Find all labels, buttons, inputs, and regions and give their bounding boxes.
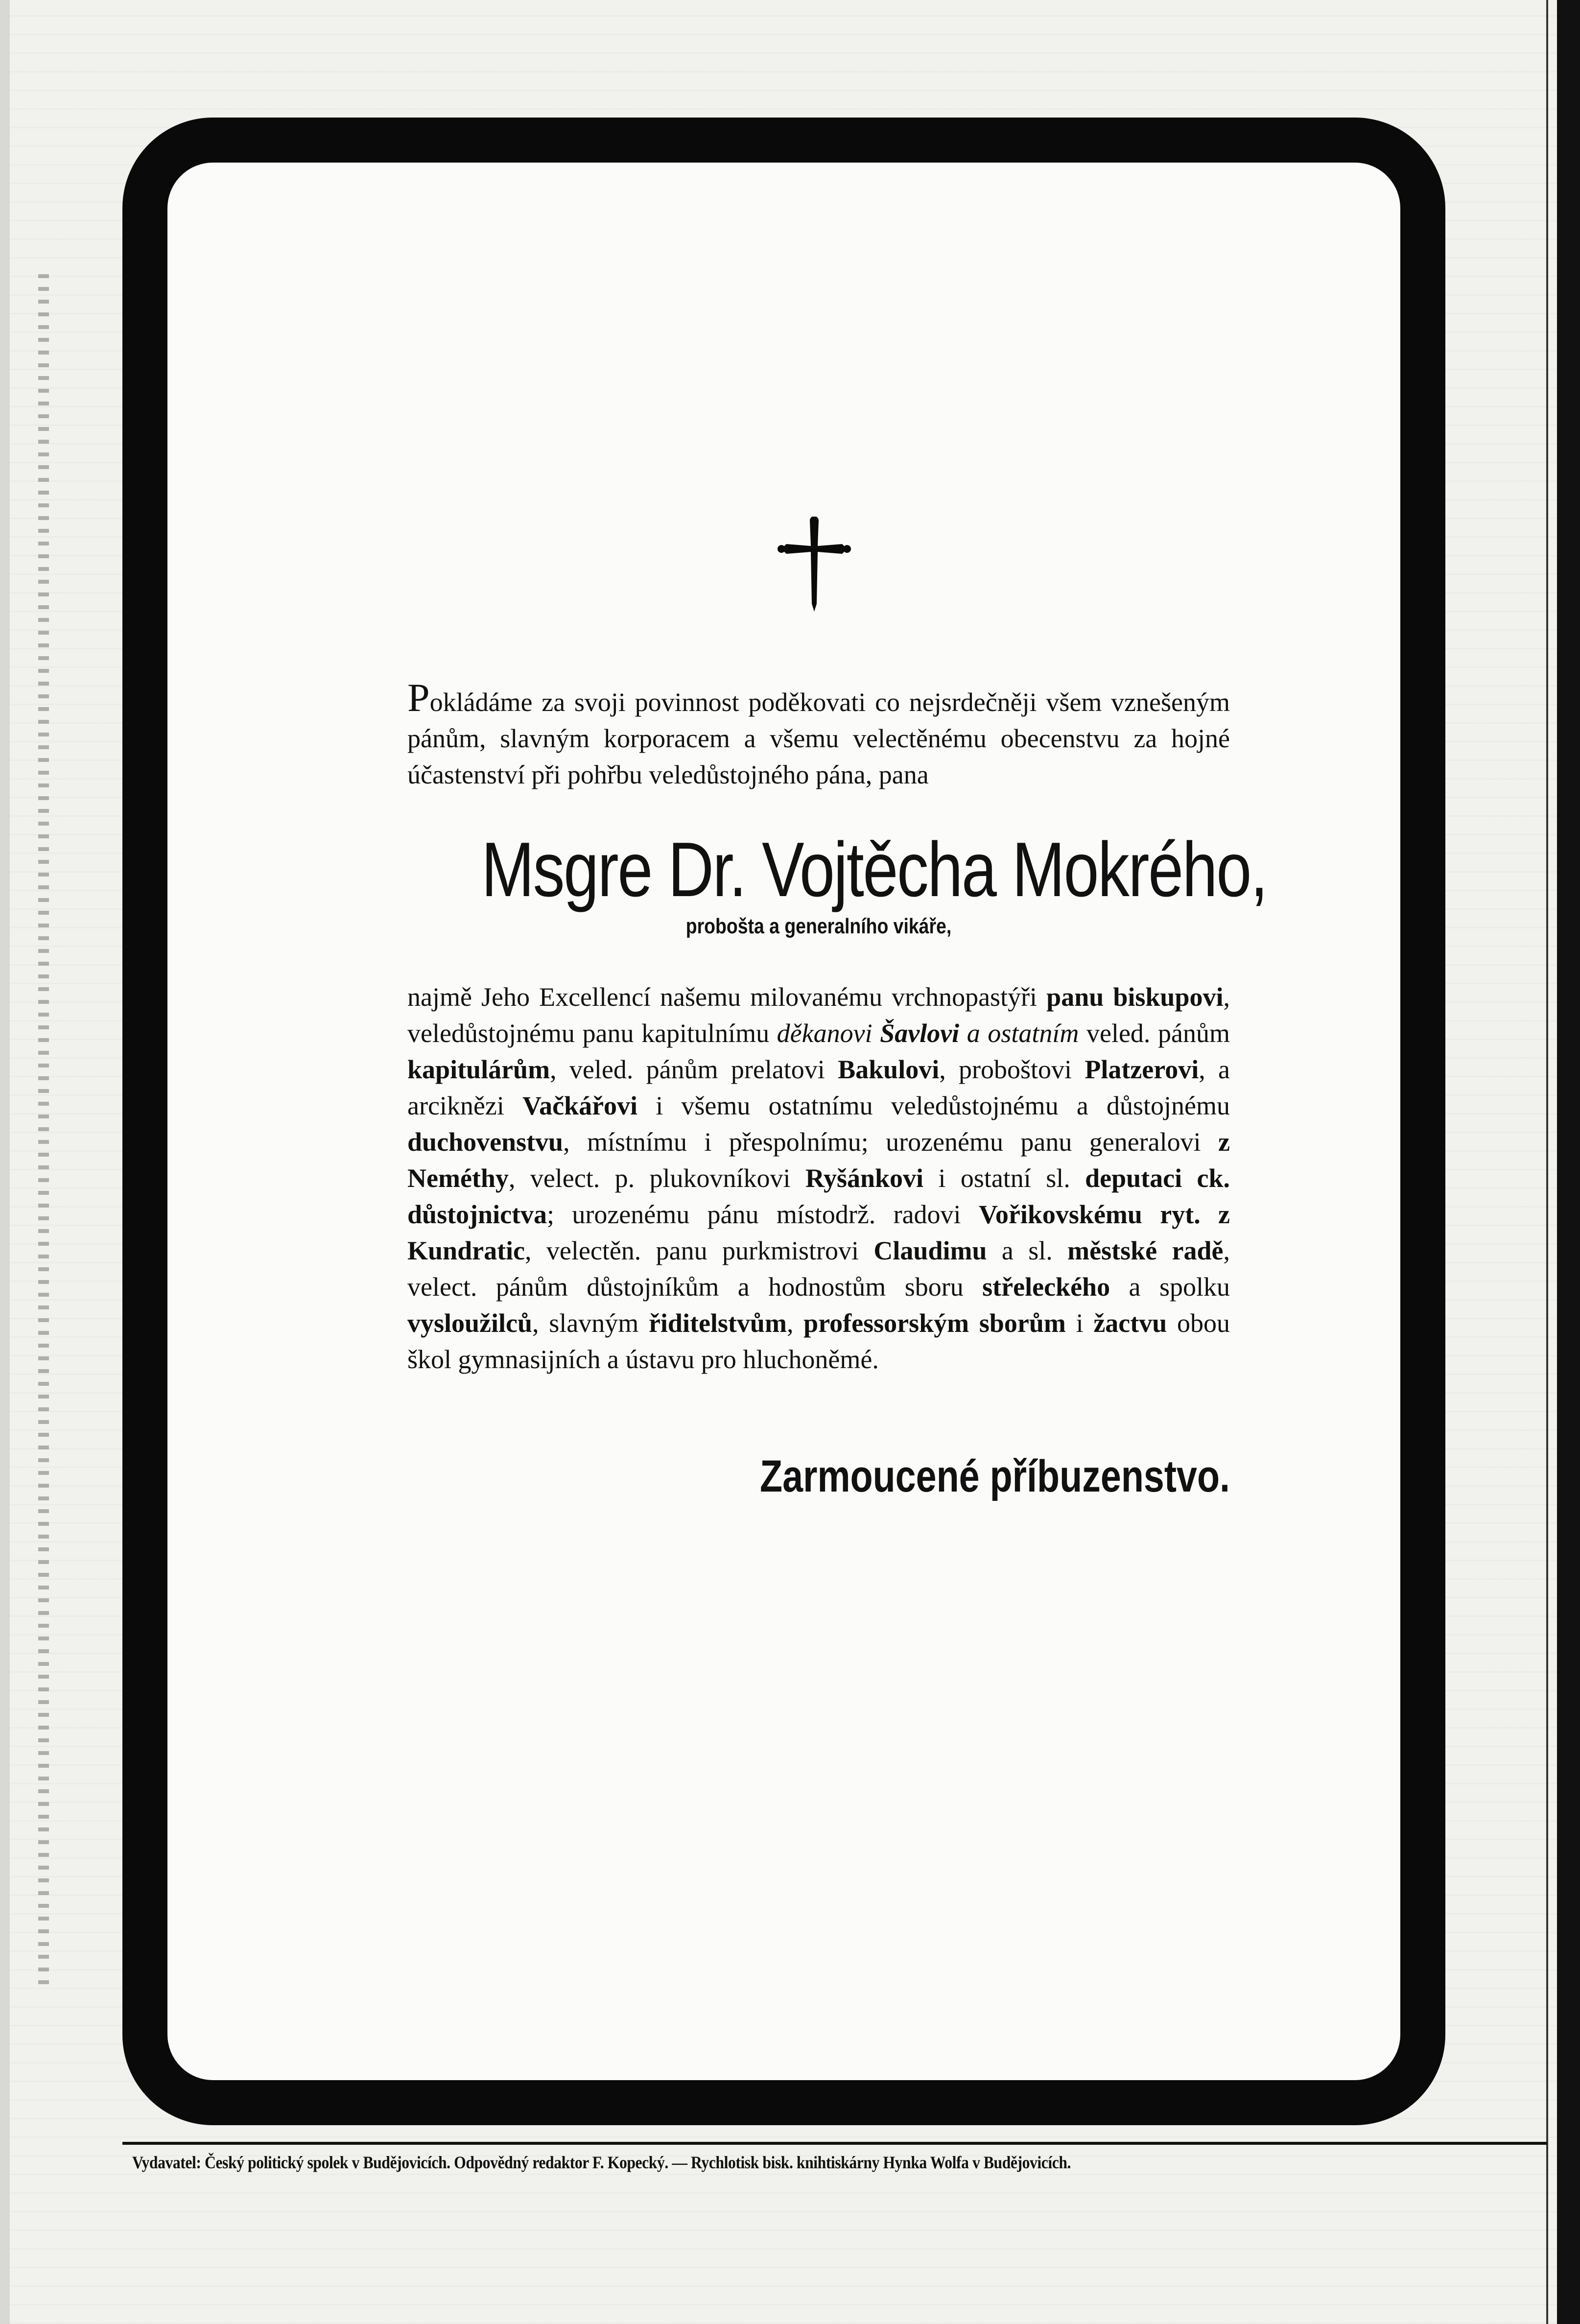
thanks-segment: Claudimu	[873, 1236, 987, 1265]
thanks-segment: obou škol gymnasijních a ústavu pro hluchoněmé.	[407, 1308, 1230, 1374]
thanks-segment: veled. pánům	[1079, 1019, 1230, 1048]
thanks-segment: Bakulovi	[838, 1055, 940, 1084]
thanks-segment: a sl.	[987, 1236, 1068, 1265]
intro-paragraph	[407, 675, 1230, 793]
thanks-segment: žactvu	[1093, 1308, 1167, 1338]
thanks-segment: deputaci ck. důstojnictva	[407, 1163, 1230, 1229]
thanks-segment: , a arciknězi	[407, 1055, 1230, 1120]
thanks-segment: a spolku	[1110, 1272, 1230, 1302]
thanks-segment: panu biskupovi	[1046, 982, 1224, 1012]
thanks-segment: , velect. pánům důstojníkům a hodnostům sboru	[407, 1236, 1230, 1302]
scan-edge-line	[1546, 0, 1548, 2324]
thanks-segment: , místnímu i přespolnímu; urozenému panu generalovi	[563, 1127, 1219, 1157]
footer-imprint: Vydavatel: Český politický spolek v Budějovicích. Odpovědný redaktor F. Kopecký. — Rychlotisk bisk. knihtiskárny Hynka Wolfa v Budějovicích.	[132, 2153, 1071, 2172]
thanks-segment: , velect. p. plukovníkovi	[508, 1163, 805, 1193]
signature: Zarmoucené příbuzenstvo.	[760, 1451, 1230, 1501]
footer-rule	[122, 2142, 1547, 2145]
thanks-segment: Vořikovskému ryt. z Kundratic	[407, 1200, 1230, 1265]
thanks-segment: vysloužilců	[407, 1308, 533, 1338]
thanks-segment: i ostatní sl.	[923, 1163, 1085, 1193]
thanks-segment: professorským sborům	[803, 1308, 1066, 1338]
thanks-segment: najmě Jeho Excellencí našemu milovanému vrchnopastýři	[407, 982, 1047, 1012]
thanks-segment: Šavlovi	[880, 1019, 960, 1048]
thanks-segment: , veled. pánům prelatovi	[550, 1055, 838, 1084]
thanks-segment: kapitulárům	[407, 1055, 550, 1084]
thanks-segment: městské radě	[1067, 1236, 1224, 1265]
thanks-segment: z Neméthy	[407, 1127, 1230, 1193]
thanks-segment: duchovenstvu	[407, 1127, 564, 1157]
thanks-segment: Ryšánkovi	[805, 1163, 924, 1193]
scan-edge-left	[0, 0, 10, 2324]
thanks-segment: děkanovi	[777, 1019, 880, 1048]
thanks-segment: i všemu ostatnímu veledůstojnému a důstojnému	[637, 1091, 1230, 1120]
thanks-segment: řiditelstvům	[648, 1308, 787, 1338]
thanks-segment: , veledůstojnému panu kapitulnímu	[407, 982, 1230, 1048]
initial-letter: P	[407, 675, 430, 720]
thanks-segment: Vačkářovi	[522, 1091, 638, 1120]
frame-tick	[1129, 128, 1151, 131]
deceased-name: Msgre Dr. Vojtěcha Mokrého,	[481, 827, 1267, 913]
thanks-paragraph	[407, 979, 1230, 1377]
thanks-segment: střeleckého	[982, 1272, 1110, 1302]
notice-body	[407, 675, 1267, 1502]
thanks-segment: ,	[786, 1308, 804, 1338]
thanks-segment: ; urozenému pánu místodrž. radovi	[547, 1200, 979, 1229]
frame-fold-mark-top	[1133, 118, 1146, 163]
intro-text: okládáme za svoji povinnost poděkovati co nejsrdečněji všem vznešeným pánům, slavným korporacem a všemu velectěnému obecenstvu za hojné účastenství při pohřbu veledůstojného pána, pana	[407, 688, 1230, 789]
frame-tick	[1129, 2108, 1151, 2111]
thanks-segment: i	[1065, 1308, 1094, 1338]
frame-tick	[1129, 145, 1151, 148]
scan-edge-right	[1557, 0, 1580, 2324]
thanks-segment: , slavným	[532, 1308, 649, 1338]
frame-tick	[1129, 2091, 1151, 2094]
deceased-title: probošta a generalního vikáře,	[685, 914, 952, 938]
thanks-segment: Platzerovi	[1085, 1055, 1199, 1084]
thanks-segment: , proboštovi	[939, 1055, 1085, 1084]
thanks-segment: , velectěn. panu purkmistrovi	[525, 1236, 874, 1265]
thanks-segment: a ostatním	[959, 1019, 1079, 1048]
frame-fold-mark-bottom	[1133, 2080, 1146, 2125]
cross-icon	[778, 517, 851, 615]
decorative-strip	[38, 274, 49, 1988]
